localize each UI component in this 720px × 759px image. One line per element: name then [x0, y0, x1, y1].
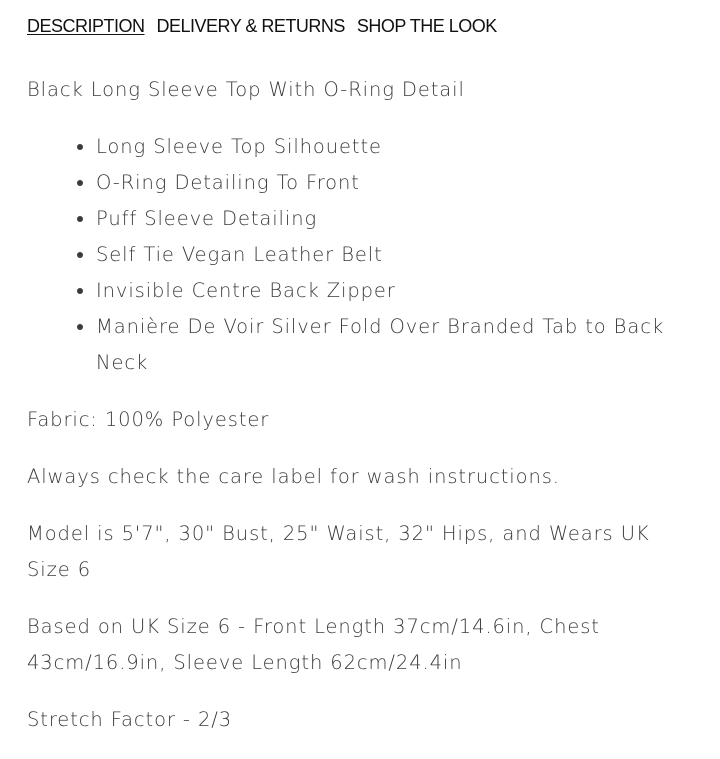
feature-item: Puff Sleeve Detailing — [96, 201, 697, 237]
stretch-factor: Stretch Factor - 2/3 — [27, 708, 233, 731]
tab-delivery-returns[interactable]: DELIVERY & RETURNS — [156, 16, 345, 36]
care-info: Always check the care label for wash instructions. — [27, 465, 560, 488]
measurements-info: Based on UK Size 6 - Front Length 37cm/14.6in, Chest 43cm/16.9in, Sleeve Length 62cm/24.4in — [27, 615, 600, 674]
model-info: Model is 5'7", 30" Bust, 25" Waist, 32" Hips, and Wears UK Size 6 — [27, 522, 650, 581]
product-info-tabs — [27, 14, 497, 38]
fabric-info: Fabric: 100% Polyester — [27, 408, 270, 431]
feature-list — [27, 129, 697, 381]
feature-item: Manière De Voir Silver Fold Over Branded Tab to Back Neck — [96, 309, 697, 381]
tab-shop-the-look[interactable]: SHOP THE LOOK — [356, 16, 497, 36]
feature-item: Long Sleeve Top Silhouette — [96, 129, 697, 165]
product-title: Black Long Sleeve Top With O-Ring Detail — [27, 78, 465, 101]
description-panel — [27, 72, 697, 759]
tab-description[interactable]: DESCRIPTION — [27, 16, 145, 36]
feature-item: O-Ring Detailing To Front — [96, 165, 697, 201]
feature-item: Invisible Centre Back Zipper — [96, 273, 697, 309]
feature-item: Self Tie Vegan Leather Belt — [96, 237, 697, 273]
